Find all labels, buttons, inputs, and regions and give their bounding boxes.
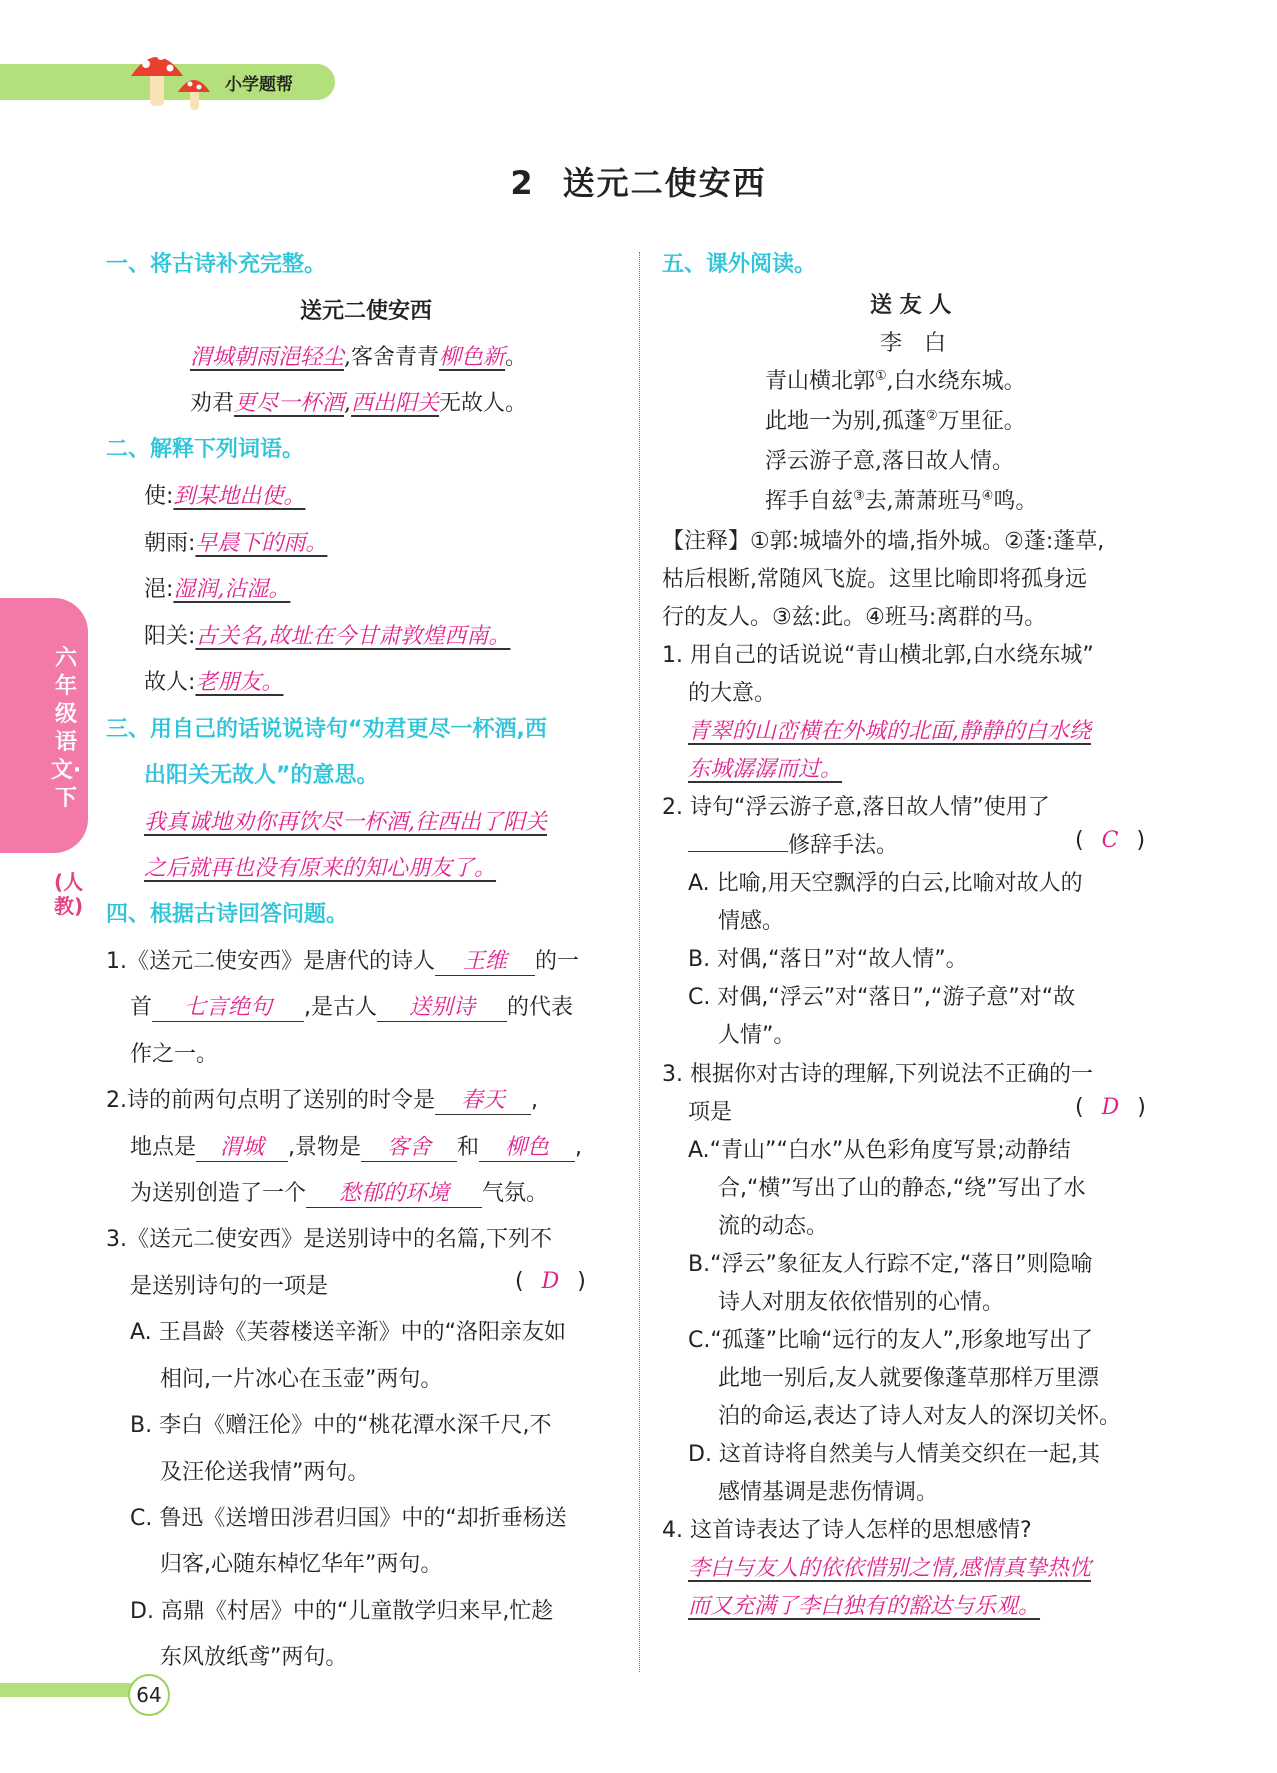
answer-blank: 春天 (435, 1088, 531, 1115)
reading-poem-line (765, 364, 1026, 395)
poem-text: 。 (505, 345, 528, 370)
note-mark: ② (926, 408, 938, 424)
question-text: 和 (457, 1135, 480, 1160)
option-d: D. 这首诗将自然美与人情美交织在一起,其 (688, 1442, 1100, 1467)
option-a: A. 比喻,用天空飘浮的白云,比喻对故人的 (688, 871, 1083, 896)
question-3-cont: 是送别诗句的一项是 (130, 1274, 329, 1299)
term: 故人: (144, 670, 196, 695)
question-1-cont (130, 990, 573, 1022)
poem-text: 挥手自兹 (765, 489, 854, 514)
poem-title: 送元二使安西 (300, 299, 433, 324)
poem-text: ,白水绕东城。 (886, 369, 1026, 394)
term-answer: 到某地出使。 (173, 484, 306, 509)
answer-blank: 七言绝句 (152, 995, 304, 1022)
question-1-cont: 作之一。 (130, 1042, 219, 1067)
question-text: 为送别创造了一个 (130, 1181, 307, 1206)
poem-text: 青山横北郭 (765, 369, 876, 394)
paren: ) (577, 1269, 586, 1294)
term-answer: 古关名,故址在今甘肃敦煌西南。 (195, 624, 511, 649)
poem-line-2 (190, 386, 527, 417)
poem-text: 鸣。 (993, 489, 1038, 514)
paren: ) (1136, 828, 1146, 853)
brand-name: 小学题帮 (225, 75, 293, 95)
column-divider (639, 252, 640, 1672)
reading-q3-cont: 项是 (688, 1100, 733, 1125)
reading-q1: 1. 用自己的话说说“青山横北郭,白水绕东城” (662, 643, 1094, 668)
option-a: A. 王昌龄《芙蓉楼送辛渐》中的“洛阳亲友如 (130, 1320, 567, 1345)
poem-line-1 (190, 340, 527, 371)
annotation-line: 行的友人。③兹:此。④班马:离群的马。 (662, 605, 1047, 630)
option-c-cont: 人情”。 (718, 1023, 796, 1048)
side-tab-edition: (人教) (54, 870, 84, 918)
option-c: C.“孤蓬”比喻“远行的友人”,形象地写出了 (688, 1328, 1093, 1353)
term-row (144, 572, 290, 603)
question-2-cont (130, 1176, 548, 1208)
question-text: 气氛。 (482, 1181, 549, 1206)
question-text: 地点是 (130, 1135, 197, 1160)
choice-answer: D (1101, 1095, 1120, 1120)
reading-q4-answer: 而又充满了李白独有的豁达与乐观。 (688, 1594, 1041, 1619)
poem-text: 浮云游子意,落日故人情。 (765, 449, 1014, 474)
paren: ( (1075, 828, 1084, 853)
option-b: B.“浮云”象征友人行踪不定,“落日”则隐喻 (688, 1252, 1093, 1277)
reading-q2: 2. 诗句“浮云游子意,落日故人情”使用了 (662, 795, 1050, 820)
annotation-line: 【注释】①郭:城墙外的墙,指外城。②蓬:蓬草, (662, 529, 1105, 554)
option-b: B. 对偶,“落日”对“故人情”。 (688, 947, 968, 972)
question-text: ,是古人 (304, 995, 378, 1020)
answer-blank: 渭城朝雨浥轻尘 (190, 345, 345, 370)
reading-q1-cont: 的大意。 (688, 681, 777, 706)
mushroom-logo-icon (128, 42, 218, 114)
annotation-line: 枯后根断,常随风飞旋。这里比喻即将孤身远 (662, 567, 1087, 592)
reading-poem-title: 送 友 人 (870, 293, 952, 318)
choice-answer: C (1101, 828, 1119, 853)
poem-text: 劝君 (190, 391, 235, 416)
option-d-cont: 感情基调是悲伤情调。 (718, 1480, 939, 1505)
option-b-cont: 及汪伦送我情”两句。 (160, 1460, 370, 1485)
side-tab-grade: 六年级语文·下 (50, 646, 82, 811)
reading-poem-line (765, 484, 1037, 515)
question-text: 首 (130, 995, 153, 1020)
question-text: , (531, 1088, 538, 1113)
section-5-heading: 五、课外阅读。 (662, 252, 817, 277)
question-text: 的一 (535, 949, 580, 974)
page-number: 64 (128, 1674, 170, 1716)
poem-text: 去,萧萧班马 (864, 489, 982, 514)
option-c-cont: 泊的命运,表达了诗人对友人的深切关怀。 (718, 1404, 1121, 1429)
option-c-cont: 此地一别后,友人就要像蓬草那样万里漂 (718, 1366, 1099, 1391)
footer-band (0, 1683, 140, 1697)
answer-blank: 送别诗 (377, 995, 507, 1022)
answer-blank: 愁郁的环境 (306, 1181, 482, 1208)
answer-blank: 西出阳关 (351, 391, 440, 416)
question-text: ,景物是 (288, 1135, 362, 1160)
question-text: 1.《送元二使安西》是唐代的诗人 (106, 949, 435, 974)
choice-answer: D (541, 1269, 560, 1294)
term-row (144, 526, 327, 557)
option-a-cont: 情感。 (718, 909, 785, 934)
term: 使: (144, 484, 174, 509)
section-1-heading: 一、将古诗补充完整。 (106, 252, 327, 277)
lesson-number: 2 (510, 164, 535, 202)
question-text: 的代表 (507, 995, 574, 1020)
poem-text: 无故人。 (439, 391, 528, 416)
answer-blank (688, 851, 788, 852)
option-a-cont: 流的动态。 (718, 1214, 829, 1239)
poem-text: ,客舍青青 (344, 345, 440, 370)
term-row (144, 479, 305, 510)
term-row (144, 665, 283, 696)
term-answer: 早晨下的雨。 (195, 531, 328, 556)
option-c: C. 鲁迅《送增田涉君归国》中的“却折垂杨送 (130, 1506, 567, 1531)
section-3-answer: 之后就再也没有原来的知心朋友了。 (144, 856, 497, 881)
section-3-heading: 三、用自己的话说说诗句“劝君更尽一杯酒,西 (106, 717, 547, 742)
reading-poem-author: 李 白 (880, 331, 947, 356)
option-b-cont: 诗人对朋友依依惜别的心情。 (718, 1290, 1005, 1315)
paren: ( (515, 1269, 524, 1294)
section-3-heading-cont: 出阳关无故人”的意思。 (144, 763, 379, 788)
note-mark: ④ (981, 488, 994, 504)
term-row (144, 619, 510, 650)
section-2-heading: 二、解释下列词语。 (106, 437, 305, 462)
answer-blank: 柳色新 (439, 345, 506, 370)
option-b: B. 李白《赠汪伦》中的“桃花潭水深千尺,不 (130, 1413, 552, 1438)
paren: ) (1137, 1095, 1146, 1120)
option-d: D. 高鼎《村居》中的“儿童散学归来早,忙趁 (130, 1599, 554, 1624)
question-2 (106, 1083, 538, 1115)
reading-q2-cont (688, 828, 898, 859)
question-2-cont (130, 1130, 582, 1162)
note-mark: ① (875, 368, 887, 384)
reading-q1-answer: 东城潺潺而过。 (688, 757, 843, 782)
reading-q3: 3. 根据你对古诗的理解,下列说法不正确的一 (662, 1062, 1093, 1087)
answer-blank: 客舍 (361, 1135, 457, 1162)
term-answer: 老朋友。 (195, 670, 284, 695)
term: 朝雨: (144, 531, 196, 556)
answer-choice (1075, 1095, 1146, 1120)
question-text: , (575, 1135, 583, 1160)
option-c-cont: 归客,心随东棹忆华年”两句。 (160, 1552, 443, 1577)
poem-text: 此地一为别,孤蓬 (765, 409, 926, 434)
option-a: A.“青山”“白水”从色彩角度写景;动静结 (688, 1138, 1071, 1163)
term-answer: 湿润,沾湿。 (173, 577, 291, 602)
poem-text: 万里征。 (937, 409, 1026, 434)
page-title (0, 158, 1277, 204)
question-1 (106, 944, 579, 976)
option-c: C. 对偶,“浮云”对“落日”,“游子意”对“故 (688, 985, 1076, 1010)
option-a-cont: 合,“横”写出了山的静态,“绕”写出了水 (718, 1176, 1086, 1201)
question-text: 修辞手法。 (788, 833, 899, 858)
term: 阳关: (144, 624, 196, 649)
reading-q1-answer: 青翠的山峦横在外城的北面,静静的白水绕 (688, 719, 1091, 744)
question-3: 3.《送元二使安西》是送别诗中的名篇,下列不 (106, 1227, 552, 1252)
poem-text: , (344, 391, 352, 416)
section-4-heading: 四、根据古诗回答问题。 (106, 902, 349, 927)
section-3-answer: 我真诚地劝你再饮尽一杯酒,往西出了阳关 (144, 810, 547, 835)
note-mark: ③ (853, 488, 865, 504)
reading-q4: 4. 这首诗表达了诗人怎样的思想感情? (662, 1518, 1032, 1543)
reading-poem-line (765, 444, 1014, 475)
option-a-cont: 相问,一片冰心在玉壶”两句。 (160, 1367, 443, 1392)
answer-blank: 王维 (435, 949, 535, 976)
term: 浥: (144, 577, 174, 602)
answer-blank: 更尽一杯酒 (234, 391, 345, 416)
answer-choice (515, 1269, 586, 1294)
option-d-cont: 东风放纸鸢”两句。 (160, 1645, 348, 1670)
reading-q4-answer: 李白与友人的依依惜别之情,感情真挚热忱 (688, 1556, 1091, 1581)
answer-blank: 渭城 (196, 1135, 288, 1162)
answer-blank: 柳色 (479, 1135, 575, 1162)
lesson-title: 送元二使安西 (562, 164, 767, 202)
reading-poem-line (765, 404, 1026, 435)
answer-choice (1075, 828, 1145, 853)
paren: ( (1075, 1095, 1084, 1120)
question-text: 2.诗的前两句点明了送别的时令是 (106, 1088, 435, 1113)
